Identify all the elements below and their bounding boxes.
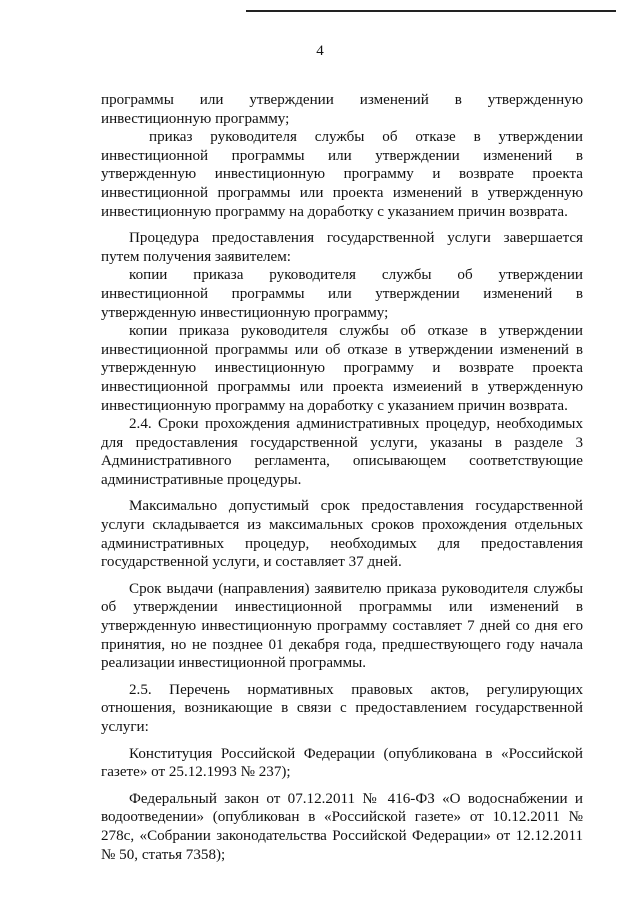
paragraph: программы или утверждении изменений в утвержденную инвестиционную программу; bbox=[101, 92, 583, 127]
page-number: 4 bbox=[316, 43, 324, 59]
paragraph: 2.4. Сроки прохождения административных процедур, необходимых для предоставления государственной услуги, указаны в разделе 3 Административного регламента, описывающем соответствующие административные процедуры. bbox=[101, 416, 583, 488]
paragraph: Срок выдачи (направления) заявителю приказа руководителя службы об утверждении инвестиционной программы или изменений в утвержденную инвестиционную программу составляет 7 дней со дня его принятия, но не позднее 01 декабря года, предшествующего году начала реализации инвестиционной программы. bbox=[101, 580, 583, 672]
paragraph: Процедура предоставления государственной услуги завершается путем получения заявителем: bbox=[101, 230, 583, 265]
paragraph: 2.5. Перечень нормативных правовых актов, регулирующих отношения, возникающие в связи с предоставлением государственной услуги: bbox=[101, 681, 583, 735]
paragraph: копии приказа руководителя службы об утверждении инвестиционной программы или утверждении изменений в утвержденную инвестиционную программу; bbox=[101, 267, 583, 321]
paragraph: копии приказа руководителя службы об отказе в утверждении инвестиционной программы или об отказе в утверждении изменений в утвержденную инвестиционную программу и возврате проекта инвестиционной программы или проекта измеиений в утвержденную инвестиционную программу на доработку с указанием причин возврата. bbox=[101, 323, 583, 414]
header-rule bbox=[246, 10, 616, 12]
paragraph: Федеральный закон от 07.12.2011 № 416-ФЗ «О водоснабжении и водоотведении» (опубликован в «Российской газете» от 10.12.2011 № 278с, «Собрании законодательства Российской Федерации» от 12.12.2011 № 50, статья 7358); bbox=[101, 790, 583, 863]
paragraph: Максимально допустимый срок предоставления государственной услуги складывается из максимальных сроков прохождения отдельных административных процедур, необходимых для предоставления государственной услуги, и составляет 37 дней. bbox=[101, 498, 583, 571]
paragraph: Конституция Российской Федерации (опубликована в «Российской газете» от 25.12.1993 № 237); bbox=[101, 745, 583, 781]
paragraph: приказ руководителя службы об отказе в утверждении инвестиционной программы или утверждении изменений в утвержденную инвестиционную программу и возврате проекта инвестиционной программы или проекта изменений в утвержденную инвестиционную программу на доработку с указанием причин возврата. bbox=[101, 129, 583, 220]
document-body bbox=[101, 91, 583, 864]
